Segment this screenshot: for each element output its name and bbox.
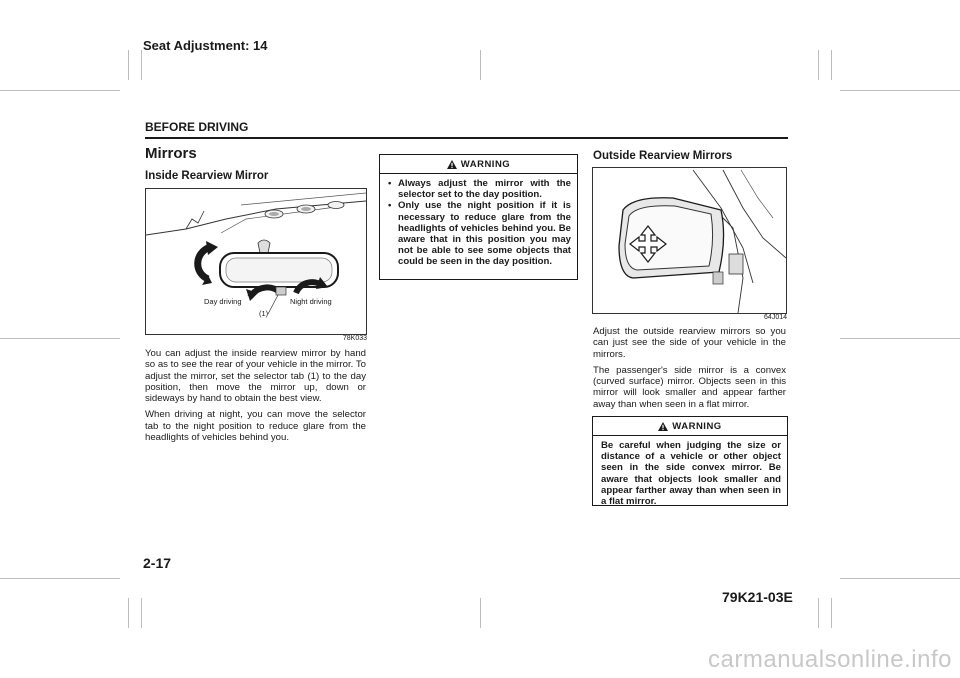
crop-mark <box>840 338 960 339</box>
page-label: Seat Adjustment: 14 <box>143 38 268 53</box>
watermark: carmanualsonline.info <box>708 646 952 673</box>
crop-mark <box>840 90 960 91</box>
document-code: 79K21-03E <box>722 589 793 605</box>
warning-box-night-mirror <box>379 154 578 280</box>
crop-mark <box>141 598 142 628</box>
callout-day-driving: Day driving <box>204 297 242 306</box>
crop-mark <box>480 50 481 80</box>
inside-mirror-heading: Inside Rearview Mirror <box>145 170 269 182</box>
warning-box-convex-mirror <box>592 416 788 506</box>
page-number: 2-17 <box>143 555 172 571</box>
warning-item: • Always adjust the mirror with the selector set to the day position. <box>388 178 571 200</box>
crop-mark <box>831 598 832 628</box>
header-rule <box>145 137 788 139</box>
section-title: BEFORE DRIVING <box>145 120 249 134</box>
figure-code: 64J014 <box>764 314 787 321</box>
crop-mark <box>0 578 120 579</box>
warning-label: WARNING <box>460 158 511 170</box>
callout-night-driving: Night driving <box>290 297 332 306</box>
outside-mirror-illustration <box>593 168 786 313</box>
crop-mark <box>141 50 142 80</box>
crop-mark <box>480 598 481 628</box>
crop-mark <box>128 598 129 628</box>
warning-header <box>380 155 577 174</box>
crop-mark <box>818 50 819 80</box>
crop-mark <box>0 338 120 339</box>
outside-mirror-text <box>593 326 786 415</box>
paragraph: When driving at night, you can move the selector tab to the night position to reduce glare from the headlights of vehicles behind you. <box>145 409 366 444</box>
warning-header <box>593 417 787 436</box>
inside-mirror-figure <box>145 188 367 335</box>
warning-body <box>380 174 577 272</box>
crop-mark <box>128 50 129 80</box>
warning-item: • Only use the night position if it is necessary to reduce glare from the headlights of vehicles behind you. Be aware that in this position you may not be able to see some objects that could be seen in the day position. <box>388 200 571 267</box>
figure-code: 78K033 <box>342 335 367 342</box>
paragraph: Adjust the outside rearview mirrors so you can just see the side of your vehicle in the mirrors. <box>593 326 786 360</box>
outside-mirror-figure <box>592 167 787 314</box>
paragraph: The passenger's side mirror is a convex (curved surface) mirror. Objects seen in this mirror will look smaller and appear farther away than when seen in a flat mirror. <box>593 364 786 410</box>
callout-number: (1) <box>259 309 269 318</box>
warning-body: Be careful when judging the size or distance of a vehicle or other object seen in the side convex mirror. Be aware that objects look smaller and appear farther away than when seen in a flat mirror. <box>601 440 781 508</box>
inside-mirror-text <box>145 348 366 448</box>
paragraph: You can adjust the inside rearview mirror by hand so as to see the rear of your vehicle in the mirror. To adjust the mirror, set the selector tab (1) to the day position, then move the mirror up, down or sideways by hand to obtain the best view. <box>145 348 366 405</box>
crop-mark <box>818 598 819 628</box>
crop-mark <box>831 50 832 80</box>
warning-label: WARNING <box>672 420 722 432</box>
page-title: Mirrors <box>145 145 197 162</box>
crop-mark <box>840 578 960 579</box>
warning-triangle-icon <box>658 422 668 431</box>
warning-triangle-icon <box>447 160 457 169</box>
inside-mirror-illustration <box>146 189 366 334</box>
crop-mark <box>0 90 120 91</box>
outside-mirror-heading: Outside Rearview Mirrors <box>593 150 733 162</box>
